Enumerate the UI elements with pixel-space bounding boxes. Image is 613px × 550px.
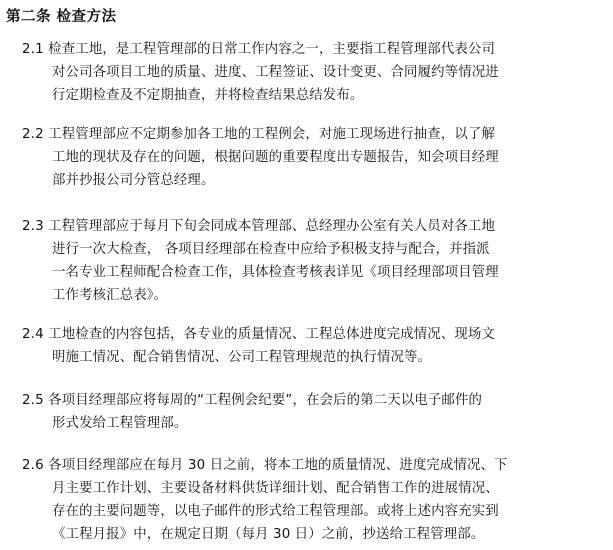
clause-line: 2.3 工程管理部应于每月下旬会同成本管理部、总经理办公室有关人员对各工地 bbox=[22, 219, 495, 234]
clause-line: 2.1 检查工地，是工程管理部的日常工作内容之一，主要指工程管理部代表公司 bbox=[22, 42, 495, 57]
clause-line: 存在的主要问题等，以电子邮件的形式给工程管理部。或将上述内容充实到 bbox=[52, 504, 499, 519]
section-heading: 第二条 检查方法 bbox=[6, 9, 117, 25]
clause-line: 工地的现状及存在的问题，根据问题的重要程度出专题报告，知会项目经理 bbox=[52, 150, 499, 165]
clause-2-6 bbox=[22, 454, 600, 546]
clause-line: 对公司各项目工地的质量、进度、工程签证、设计变更、合同履约等情况进 bbox=[52, 65, 499, 80]
clause-line: 行定期检查及不定期抽查，并将检查结果总结发布。 bbox=[52, 88, 364, 103]
clause-2-5 bbox=[22, 389, 600, 435]
clause-line: 形式发给工程管理部。 bbox=[52, 416, 188, 431]
clause-line: 2.6 各项目经理部应在每月 30 日之前，将本工地的质量情况、进度完成情况、下 bbox=[22, 458, 508, 473]
clause-2-3 bbox=[22, 215, 600, 307]
clause-2-4 bbox=[22, 323, 600, 369]
clause-2-1 bbox=[22, 38, 600, 107]
clause-2-2 bbox=[22, 123, 600, 192]
clause-line: 工作考核汇总表》。 bbox=[52, 288, 168, 303]
clause-line: 明施工情况、配合销售情况、公司工程管理规范的执行情况等。 bbox=[52, 350, 432, 365]
clause-line: 《工程月报》中，在规定日期（每月 30 日）之前，抄送给工程管理部。 bbox=[52, 527, 485, 542]
clause-line: 部并抄报公司分管总经理。 bbox=[52, 173, 215, 188]
clause-line: 2.5 各项目经理部应将每周的“工程例会纪要”，在会后的第二天以电子邮件的 bbox=[22, 393, 483, 408]
clause-line: 进行一次大检查， 各项目经理部在检查中应给予积极支持与配合，并指派 bbox=[52, 242, 490, 257]
clause-line: 一名专业工程师配合检查工作，具体检查考核表详见《项目经理部项目管理 bbox=[52, 265, 499, 280]
clause-line: 月主要工作计划、主要设备材料供货详细计划、配合销售工作的进展情况、 bbox=[52, 481, 499, 496]
clause-line: 2.4 工地检查的内容包括，各专业的质量情况、工程总体进度完成情况、现场文 bbox=[22, 327, 495, 342]
clause-line: 2.2 工程管理部应不定期参加各工地的工程例会，对施工现场进行抽查，以了解 bbox=[22, 127, 495, 142]
